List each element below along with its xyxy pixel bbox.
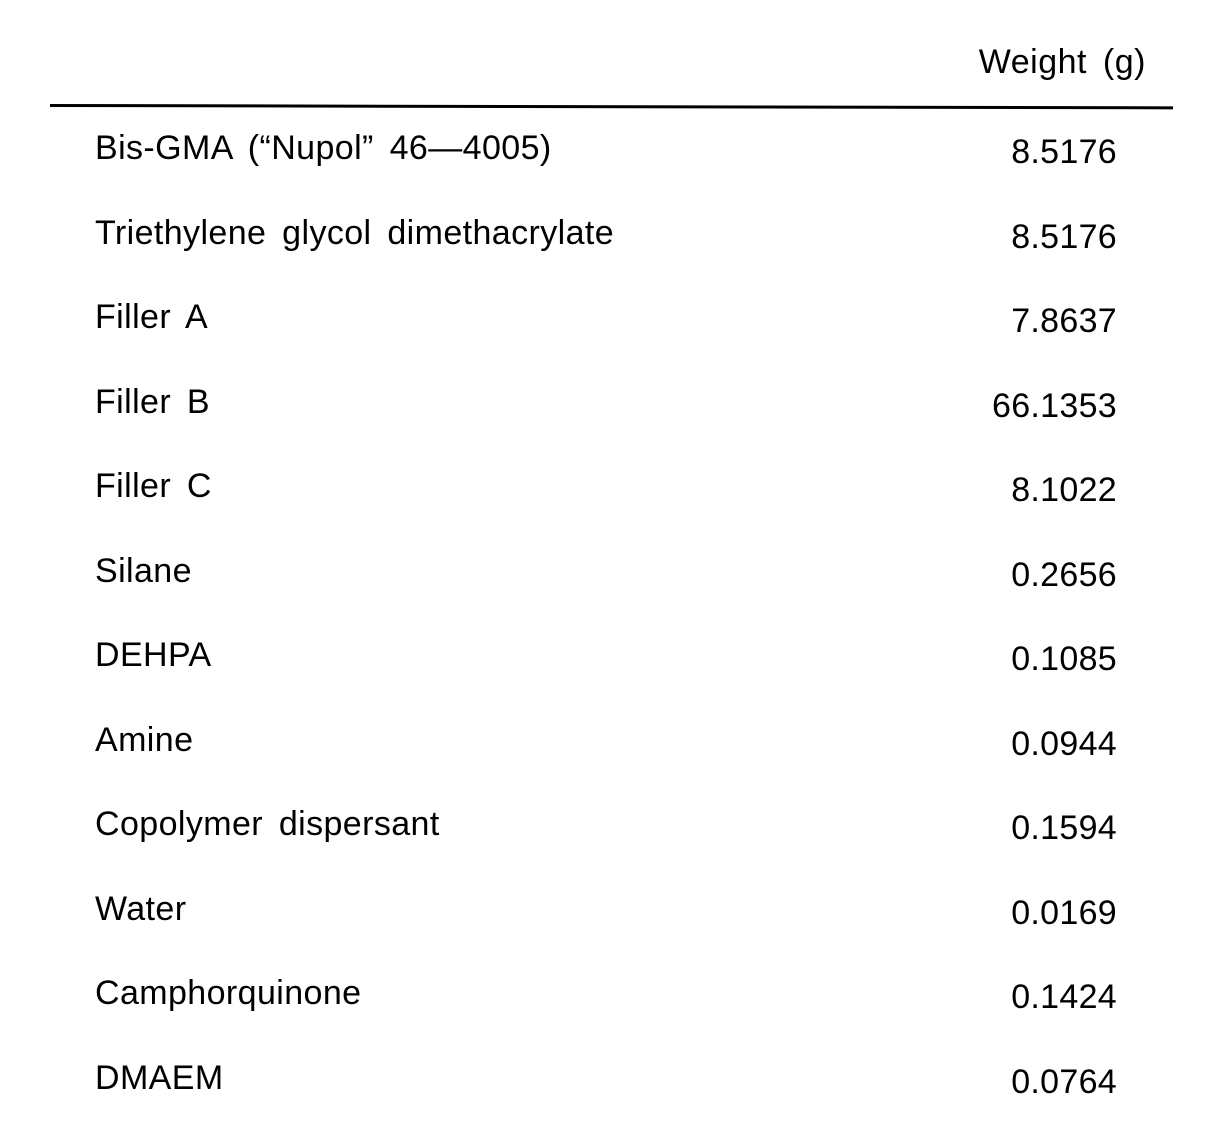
component-name: Filler B: [95, 380, 210, 424]
table-row: [0, 547, 1212, 632]
component-name: Filler A: [95, 295, 208, 339]
table-row: [0, 800, 1212, 885]
component-weight: 0.0169: [1011, 891, 1117, 935]
table-row: [0, 378, 1212, 463]
component-weight: 0.2656: [1011, 553, 1117, 597]
component-name: Silane: [95, 549, 192, 593]
component-name: Amine: [95, 718, 193, 762]
component-name: Camphorquinone: [95, 971, 361, 1015]
component-name: Bis-GMA (“Nupol” 46—4005): [95, 126, 552, 170]
component-weight: 0.0764: [1011, 1060, 1117, 1104]
table-row: [0, 885, 1212, 970]
table-body: [0, 124, 1212, 1138]
table-row: [0, 969, 1212, 1054]
table-row: [0, 124, 1212, 209]
weight-column-header: Weight (g): [979, 40, 1146, 84]
component-weight: 66.1353: [992, 384, 1117, 428]
component-weight: 8.5176: [1011, 130, 1117, 174]
component-weight: 8.1022: [1011, 468, 1117, 512]
component-weight: 0.1424: [1011, 975, 1117, 1019]
component-name: DMAEM: [95, 1056, 224, 1100]
table-row: [0, 716, 1212, 801]
component-name: DEHPA: [95, 633, 212, 677]
component-weight: 0.1594: [1011, 806, 1117, 850]
table-row: [0, 209, 1212, 294]
component-name: Triethylene glycol dimethacrylate: [95, 211, 614, 255]
table-row: [0, 1054, 1212, 1138]
component-weight: 0.0944: [1011, 722, 1117, 766]
component-weight: 7.8637: [1011, 299, 1117, 343]
table-row: [0, 462, 1212, 547]
component-name: Filler C: [95, 464, 212, 508]
header-rule: [50, 104, 1173, 109]
table-row: [0, 293, 1212, 378]
table-row: [0, 631, 1212, 716]
component-weight: 8.5176: [1011, 215, 1117, 259]
component-weight: 0.1085: [1011, 637, 1117, 681]
component-name: Water: [95, 887, 186, 931]
component-name: Copolymer dispersant: [95, 802, 440, 846]
